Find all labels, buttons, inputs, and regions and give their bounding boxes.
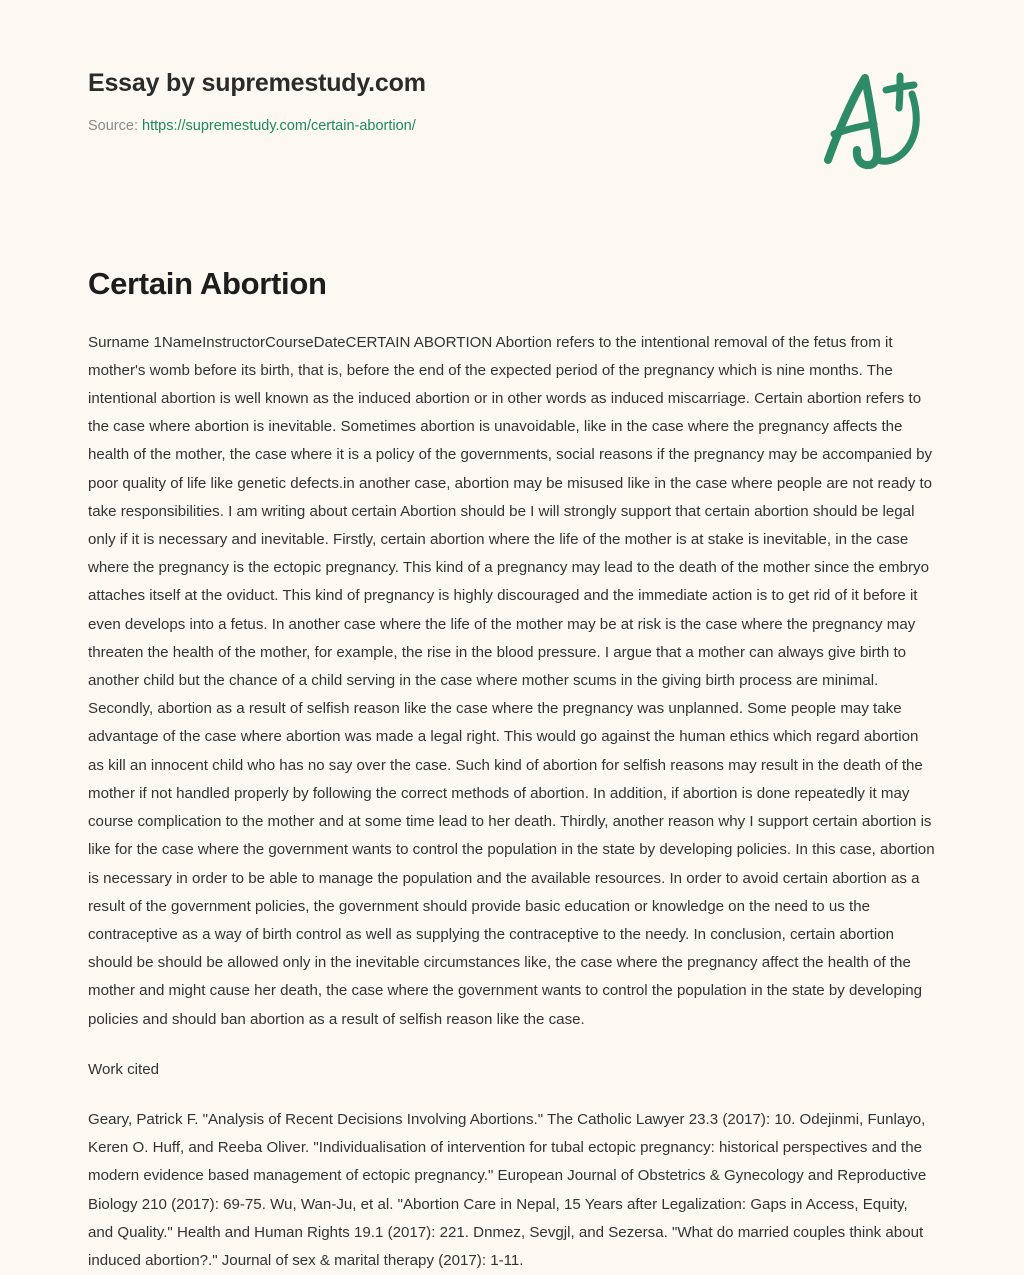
- header-left: [88, 64, 426, 135]
- page-header: [88, 0, 936, 174]
- a-plus-logo-icon: [808, 64, 928, 174]
- source-line: [88, 118, 426, 135]
- source-url-link[interactable]: https://supremestudy.com/certain-abortion/: [142, 117, 416, 134]
- essay-paragraph: Surname 1NameInstructorCourseDateCERTAIN ABORTION Abortion refers to the intentional removal of the fetus from it mother's womb before its birth, that is, before the end of the expected period of the pregnancy which is nine months. The intentional abortion is well known as the induced abortion or in other words as induced miscarriage. Certain abortion refers to the case where abortion is inevitable. Sometimes abortion is unavoidable, like in the case where the pregnancy affects the health of the mother, the case where it is a policy of the governments, social reasons if the pregnancy may be accompanied by poor quality of life like genetic defects.in another case, abortion may be misused like in the case where people are not ready to take responsibilities. I am writing about certain Abortion should be I will strongly support that certain abortion should be legal only if it is necessary and inevitable. Firstly, certain abortion where the life of the mother is at stake is inevitable, in the case where the pregnancy is the ectopic pregnancy. This kind of a pregnancy may lead to the death of the mother since the embryo attaches itself at the oviduct. This kind of pregnancy is highly discouraged and the immediate action is to get rid of it before it even develops into a fetus. In another case where the life of the mother may be at risk is the case where the pregnancy may threaten the health of the mother, for example, the rise in the blood pressure. I argue that a mother can always give birth to another child but the chance of a child serving in the case where mother scums in the giving birth process are minimal. Secondly, abortion as a result of selfish reason like the case where the pregnancy was unplanned. Some people may take advantage of the case where abortion was made a legal right. This would go against the human ethics which regard abortion as kill an innocent child who has no say over the case. Such kind of abortion for selfish reasons may result in the death of the mother if not handled properly by following the correct methods of abortion. In addition, if abortion is done repeatedly it may course complication to the mother and at some time lead to her death. Thirdly, another reason why I support certain abortion is like for the case where the government wants to control the population in the state by developing policies. In this case, abortion is necessary in order to be able to manage the population and the available resources. In order to avoid certain abortion as a result of the government policies, the government should provide basic education or knowledge on the need to us the contraceptive as a way of birth control as well as supplying the contraceptive to the needy. In conclusion, certain abortion should be should be allowed only in the inevitable circumstances like, the case where the pregnancy affect the health of the mother and might cause her death, the case where the government wants to control the population in the state by developing policies and should ban abortion as a result of selfish reason like the case.: [88, 333, 935, 1028]
- page-title: Certain Abortion: [88, 266, 327, 301]
- works-cited-list: Geary, Patrick F. "Analysis of Recent Decisions Involving Abortions." The Catholic Lawyer 23.3 (2017): 10. Odejinmi, Funlayo, Keren O. Huff, and Reeba Oliver. "Individualisation of intervention for tubal ectopic pregnancy: historical perspectives and the modern evidence based management of ectopic pregnancy." European Journal of Obstetrics & Gynecology and Reproductive Biology 210 (2017): 69-75. Wu, Wan-Ju, et al. "Abortion Care in Nepal, 15 Years after Legalization: Gaps in Access, Equity, and Quality." Health and Human Rights 19.1 (2017): 221. Dnmez, Sevgjl, and Sezersa. "What do married couples think about induced abortion?." Journal of sex & marital therapy (2017): 1-11.: [88, 1110, 927, 1269]
- works-cited-heading: Work cited: [88, 1060, 160, 1078]
- essay-body: [88, 302, 936, 1275]
- source-label: Source:: [88, 117, 138, 134]
- site-title: Essay by supremestudy.com: [88, 69, 426, 97]
